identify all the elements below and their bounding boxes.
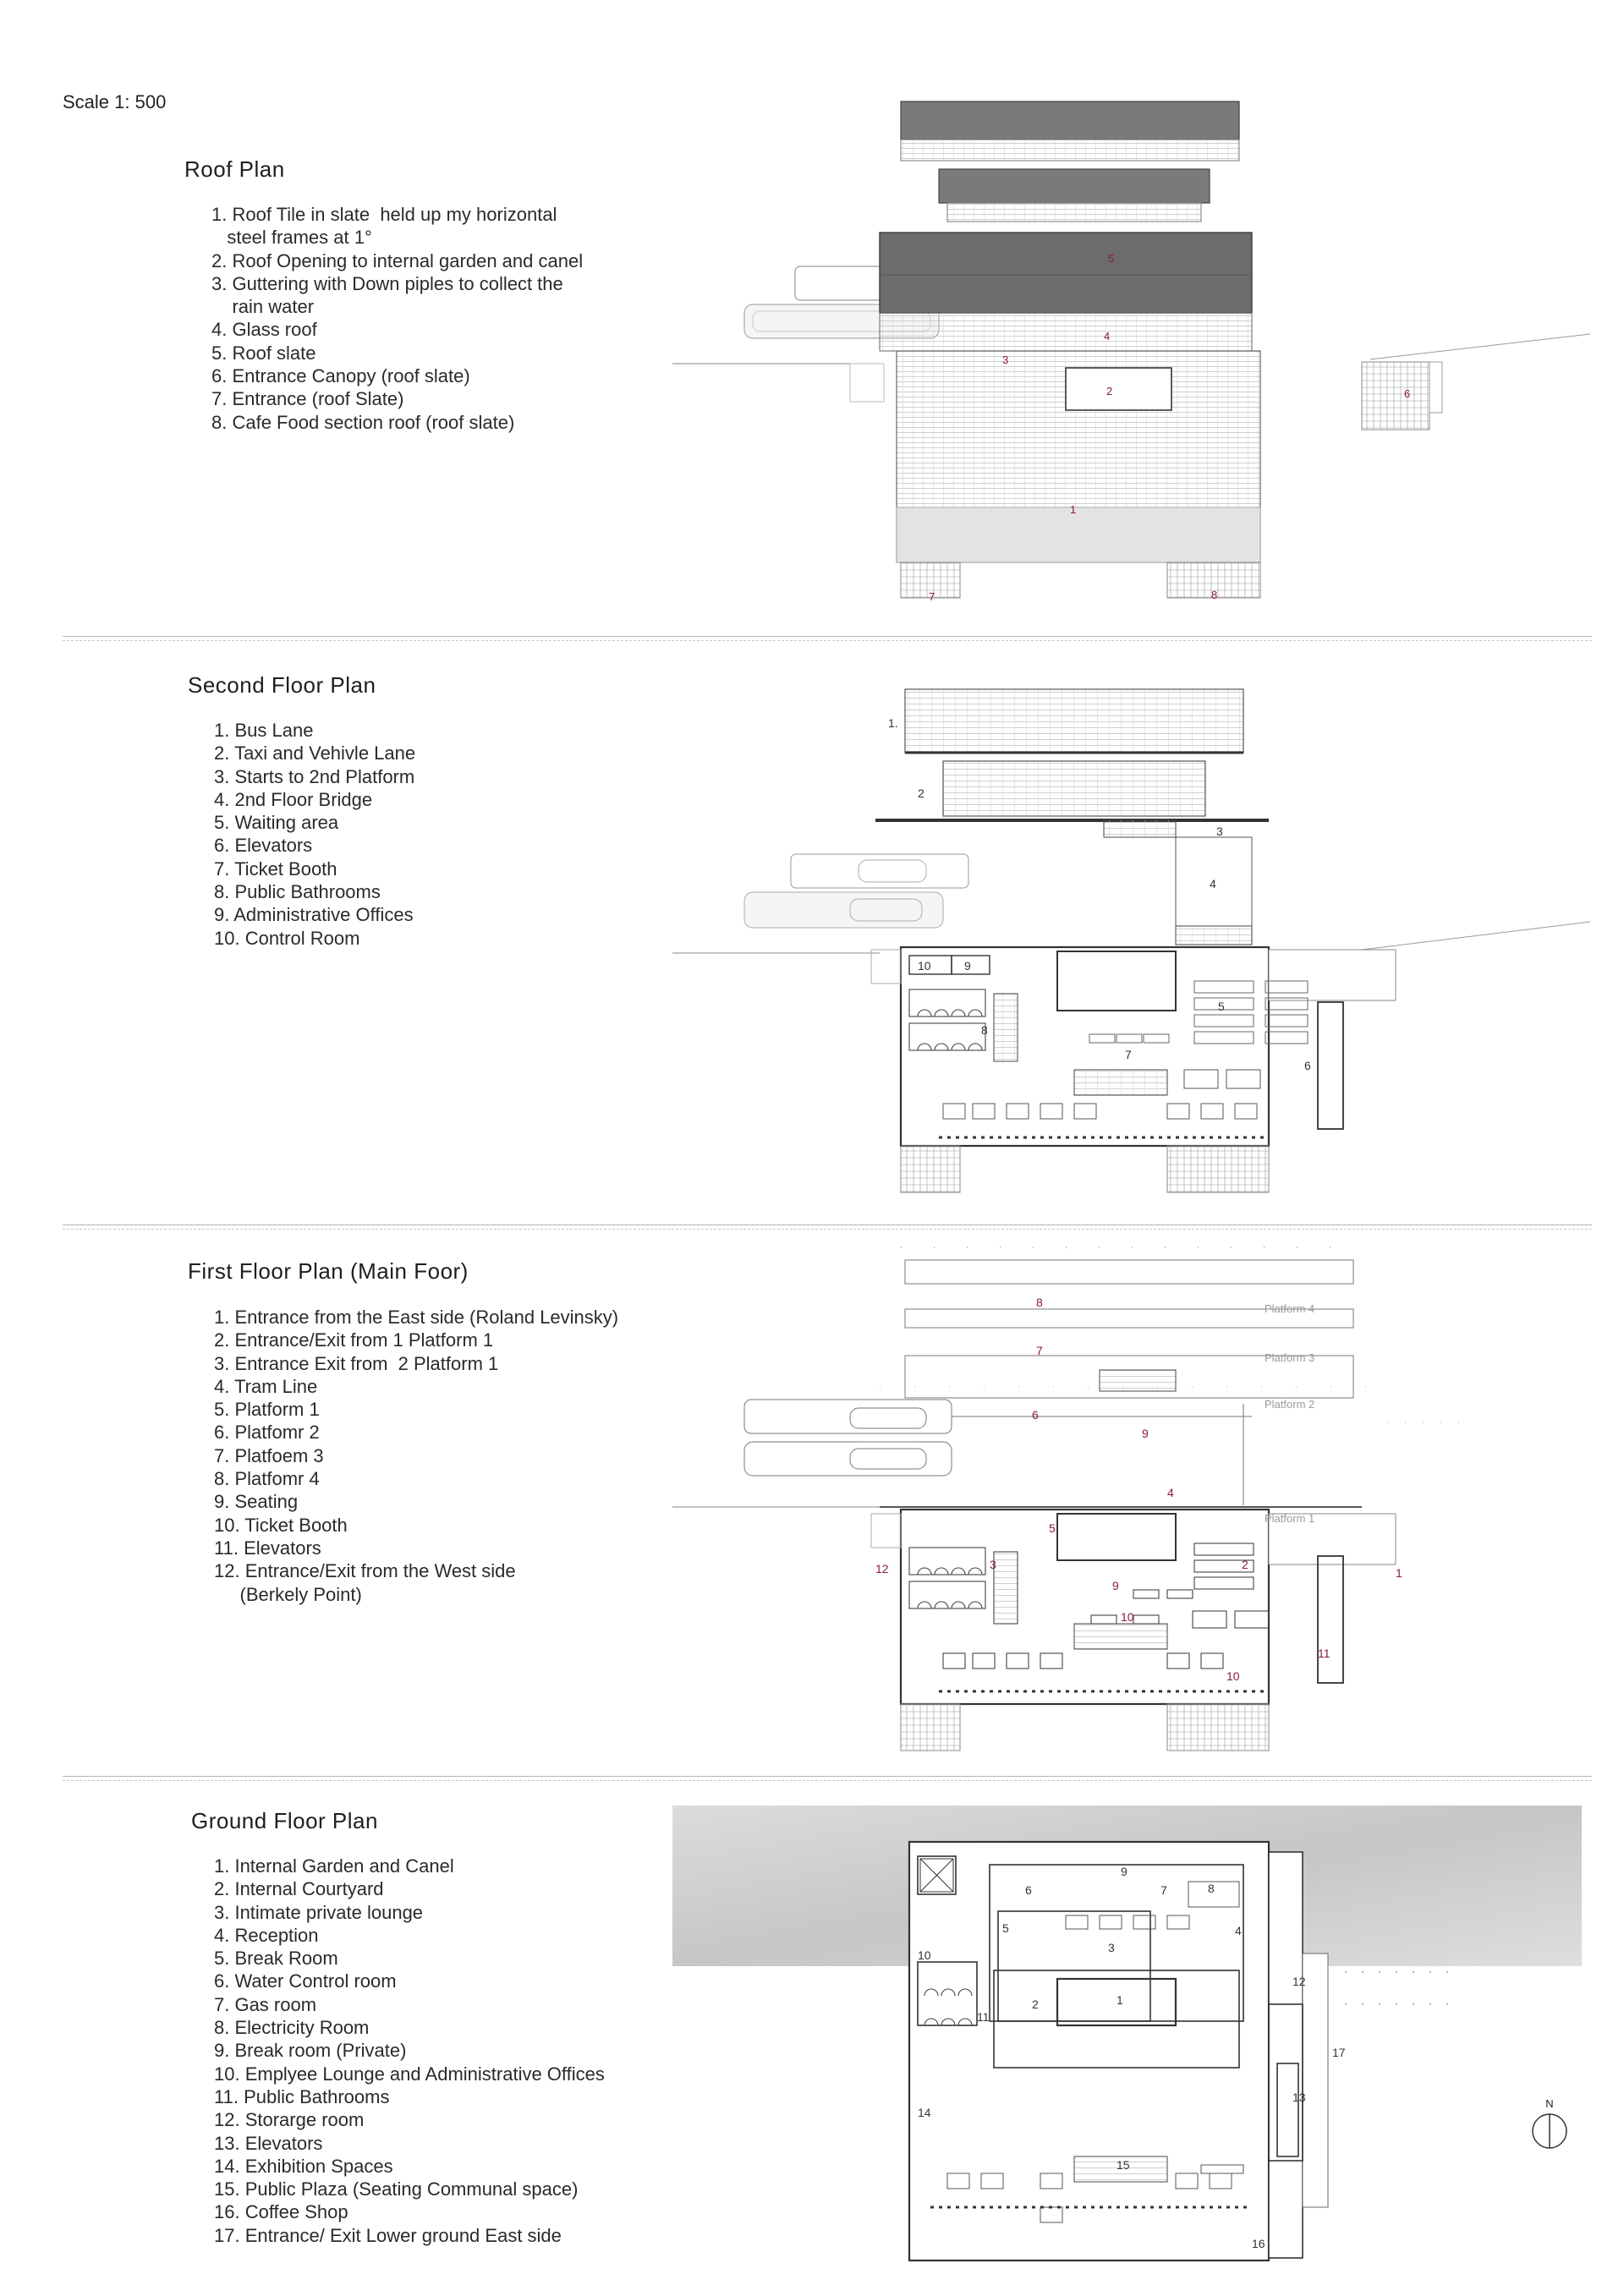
plan-tag: 7 (1125, 1048, 1132, 1061)
plan-tag: 6 (1032, 1408, 1039, 1422)
plan-tag: 7 (1160, 1883, 1167, 1897)
plan-tag: 5 (1049, 1521, 1056, 1535)
north-label: N (1545, 2097, 1554, 2110)
plan-tag: 8 (1211, 589, 1218, 601)
legend-item: 9. Seating (214, 1491, 299, 1513)
platform-label: Platform 1 (1265, 1512, 1315, 1525)
section-divider (63, 636, 1592, 641)
plan-tag: 8 (981, 1023, 988, 1037)
plan-tag: 5 (1108, 252, 1115, 265)
legend-item: 10. Control Room (214, 927, 360, 949)
plan-tag: 9 (1112, 1579, 1119, 1592)
plan-tag: 10 (1226, 1669, 1240, 1683)
platform-label: Platform 4 (1265, 1302, 1315, 1315)
plan-tag: 2 (918, 786, 924, 800)
second-floor-title: Second Floor Plan (188, 672, 376, 698)
legend-item: 4. Glass roof (211, 319, 317, 341)
legend-item: 1. Entrance from the East side (Roland Levinsky) (214, 1307, 619, 1328)
plan-tag: 12 (875, 1562, 889, 1575)
legend-item: 8. Electricity Room (214, 2017, 370, 2039)
legend-item: 5. Roof slate (211, 342, 316, 364)
scale-label: Scale 1: 500 (63, 91, 167, 112)
plan-tag: 6 (1304, 1059, 1311, 1072)
north-arrow (1531, 2097, 1568, 2158)
legend-item: 2. Entrance/Exit from 1 Platform 1 (214, 1329, 494, 1351)
second-floor-drawing (660, 681, 1599, 1222)
plan-tag: 5 (1218, 1000, 1225, 1013)
roof-opening (1066, 368, 1171, 410)
plan-tag: 17 (1332, 2046, 1346, 2059)
legend-item: 4. Reception (214, 1924, 319, 1946)
plan-tag: 3 (1216, 825, 1223, 838)
ground-floor-drawing (660, 1801, 1599, 2258)
legend-item: 1. Roof Tile in slate held up my horizontal (211, 204, 557, 225)
plan-tag: 15 (1116, 2158, 1130, 2172)
plan-tag: 11 (1318, 1647, 1330, 1660)
legend-item: 5. Break Room (214, 1948, 338, 1970)
plan-tag: 10 (918, 959, 931, 973)
legend-item: 3. Starts to 2nd Platform (214, 765, 415, 787)
plan-tag: 1 (1070, 503, 1077, 516)
legend-item: 10. Ticket Booth (214, 1514, 348, 1536)
plan-tag: 13 (1292, 2091, 1306, 2104)
legend-item: 7. Entrance (roof Slate) (211, 388, 404, 410)
legend-item: 12. Entrance/Exit from the West side (214, 1560, 516, 1582)
legend-item: 7. Ticket Booth (214, 858, 337, 879)
legend-item: rain water (211, 296, 315, 318)
second-floor-legend (214, 719, 415, 950)
plan-tag: 12 (1292, 1975, 1306, 1988)
legend-item: 4. 2nd Floor Bridge (214, 788, 373, 810)
plan-tag: 9 (1142, 1427, 1149, 1440)
plan-tag: 4 (1210, 877, 1216, 890)
plan-tag: 8 (1036, 1296, 1043, 1309)
legend-item: 6. Entrance Canopy (roof slate) (211, 365, 470, 387)
legend-item: 3. Guttering with Down piples to collect the (211, 272, 563, 294)
first-floor-legend (214, 1306, 618, 1606)
plan-tag: 1 (1396, 1566, 1402, 1580)
plan-tag: 3 (990, 1558, 996, 1571)
plan-tag: 1 (1116, 1993, 1123, 2007)
legend-item: 17. Entrance/ Exit Lower ground East side (214, 2224, 562, 2246)
ground-floor-title: Ground Floor Plan (191, 1808, 378, 1833)
platform-label: Platform 2 (1265, 1398, 1315, 1411)
legend-item: 14. Exhibition Spaces (214, 2155, 393, 2177)
plan-tag: 9 (964, 959, 971, 973)
plan-tag: 3 (1002, 353, 1009, 366)
ground-floor-legend (214, 1855, 605, 2247)
legend-item: 11. Public Bathrooms (214, 2085, 390, 2107)
roof-slate-main (880, 233, 1252, 313)
legend-item: 8. Cafe Food section roof (roof slate) (211, 411, 515, 433)
plan-tag: 6 (1404, 387, 1411, 400)
plan-tag: 4 (1104, 330, 1111, 342)
legend-item: 4. Tram Line (214, 1375, 318, 1397)
legend-item: 9. Break room (Private) (214, 2040, 407, 2062)
plan-tag: 4 (1235, 1924, 1242, 1937)
legend-item: 13. Elevators (214, 2132, 323, 2154)
plan-tag: 2 (1032, 1997, 1039, 2011)
plan-tag: 3 (1108, 1941, 1115, 1954)
legend-item: 10. Emplyee Lounge and Administrative Offices (214, 2063, 605, 2085)
plan-tag: 16 (1252, 2237, 1265, 2250)
legend-item: 6. Platfomr 2 (214, 1422, 320, 1444)
plan-tag: 2 (1242, 1558, 1248, 1571)
plan-tag: 10 (1121, 1610, 1134, 1624)
legend-item: 12. Storarge room (214, 2109, 365, 2131)
section-divider (63, 1225, 1592, 1230)
legend-item: 2. Internal Courtyard (214, 1878, 384, 1900)
legend-item: 2. Taxi and Vehivle Lane (214, 743, 416, 764)
legend-item: (Berkely Point) (214, 1583, 362, 1605)
section-divider (63, 1776, 1592, 1781)
plan-tag: 11 (977, 2010, 990, 2024)
legend-item: 6. Elevators (214, 835, 313, 857)
plan-tag: 7 (1036, 1344, 1043, 1357)
plan-tag: 4 (1167, 1486, 1174, 1499)
roof-plan-title: Roof Plan (184, 156, 285, 182)
plan-tag: 2 (1106, 385, 1113, 397)
plan-tag: 1. (888, 716, 898, 730)
legend-item: 3. Intimate private lounge (214, 1901, 424, 1923)
legend-item: 6. Water Control room (214, 1970, 397, 1992)
legend-item: 11. Elevators (214, 1537, 321, 1559)
plan-tag: 6 (1025, 1883, 1032, 1897)
legend-item: 3. Entrance Exit from 2 Platform 1 (214, 1352, 499, 1374)
legend-item: 9. Administrative Offices (214, 904, 414, 926)
legend-item: 5. Waiting area (214, 812, 339, 834)
first-floor-title: First Floor Plan (Main Foor) (188, 1258, 469, 1284)
legend-item: 7. Gas room (214, 1993, 317, 2015)
plan-tag: 8 (1208, 1882, 1215, 1895)
roof-slate-mid (939, 169, 1210, 203)
legend-item: 16. Coffee Shop (214, 2201, 348, 2223)
plan-tag: 9 (1121, 1865, 1127, 1878)
compass-icon (1531, 2110, 1568, 2152)
legend-item: 5. Platform 1 (214, 1399, 320, 1421)
platform-label: Platform 3 (1265, 1351, 1315, 1364)
plan-tag: 14 (918, 2106, 931, 2119)
legend-item: 1. Bus Lane (214, 720, 314, 741)
legend-item: 8. Public Bathrooms (214, 881, 381, 903)
plan-tag: 10 (918, 1948, 931, 1962)
legend-item: 1. Internal Garden and Canel (214, 1855, 454, 1877)
legend-item: 7. Platfoem 3 (214, 1444, 324, 1466)
roof-plan-drawing (660, 93, 1599, 622)
first-floor-drawing (660, 1235, 1599, 1763)
legend-item: 15. Public Plaza (Seating Communal space) (214, 2178, 579, 2200)
roof-slate-top (901, 101, 1239, 140)
legend-item: steel frames at 1° (211, 227, 372, 249)
roof-plan-legend (211, 203, 583, 434)
legend-item: 2. Roof Opening to internal garden and canel (211, 249, 584, 271)
plan-tag: 5 (1002, 1921, 1009, 1935)
legend-item: 8. Platfomr 4 (214, 1468, 320, 1490)
plan-tag: 7 (929, 590, 935, 603)
